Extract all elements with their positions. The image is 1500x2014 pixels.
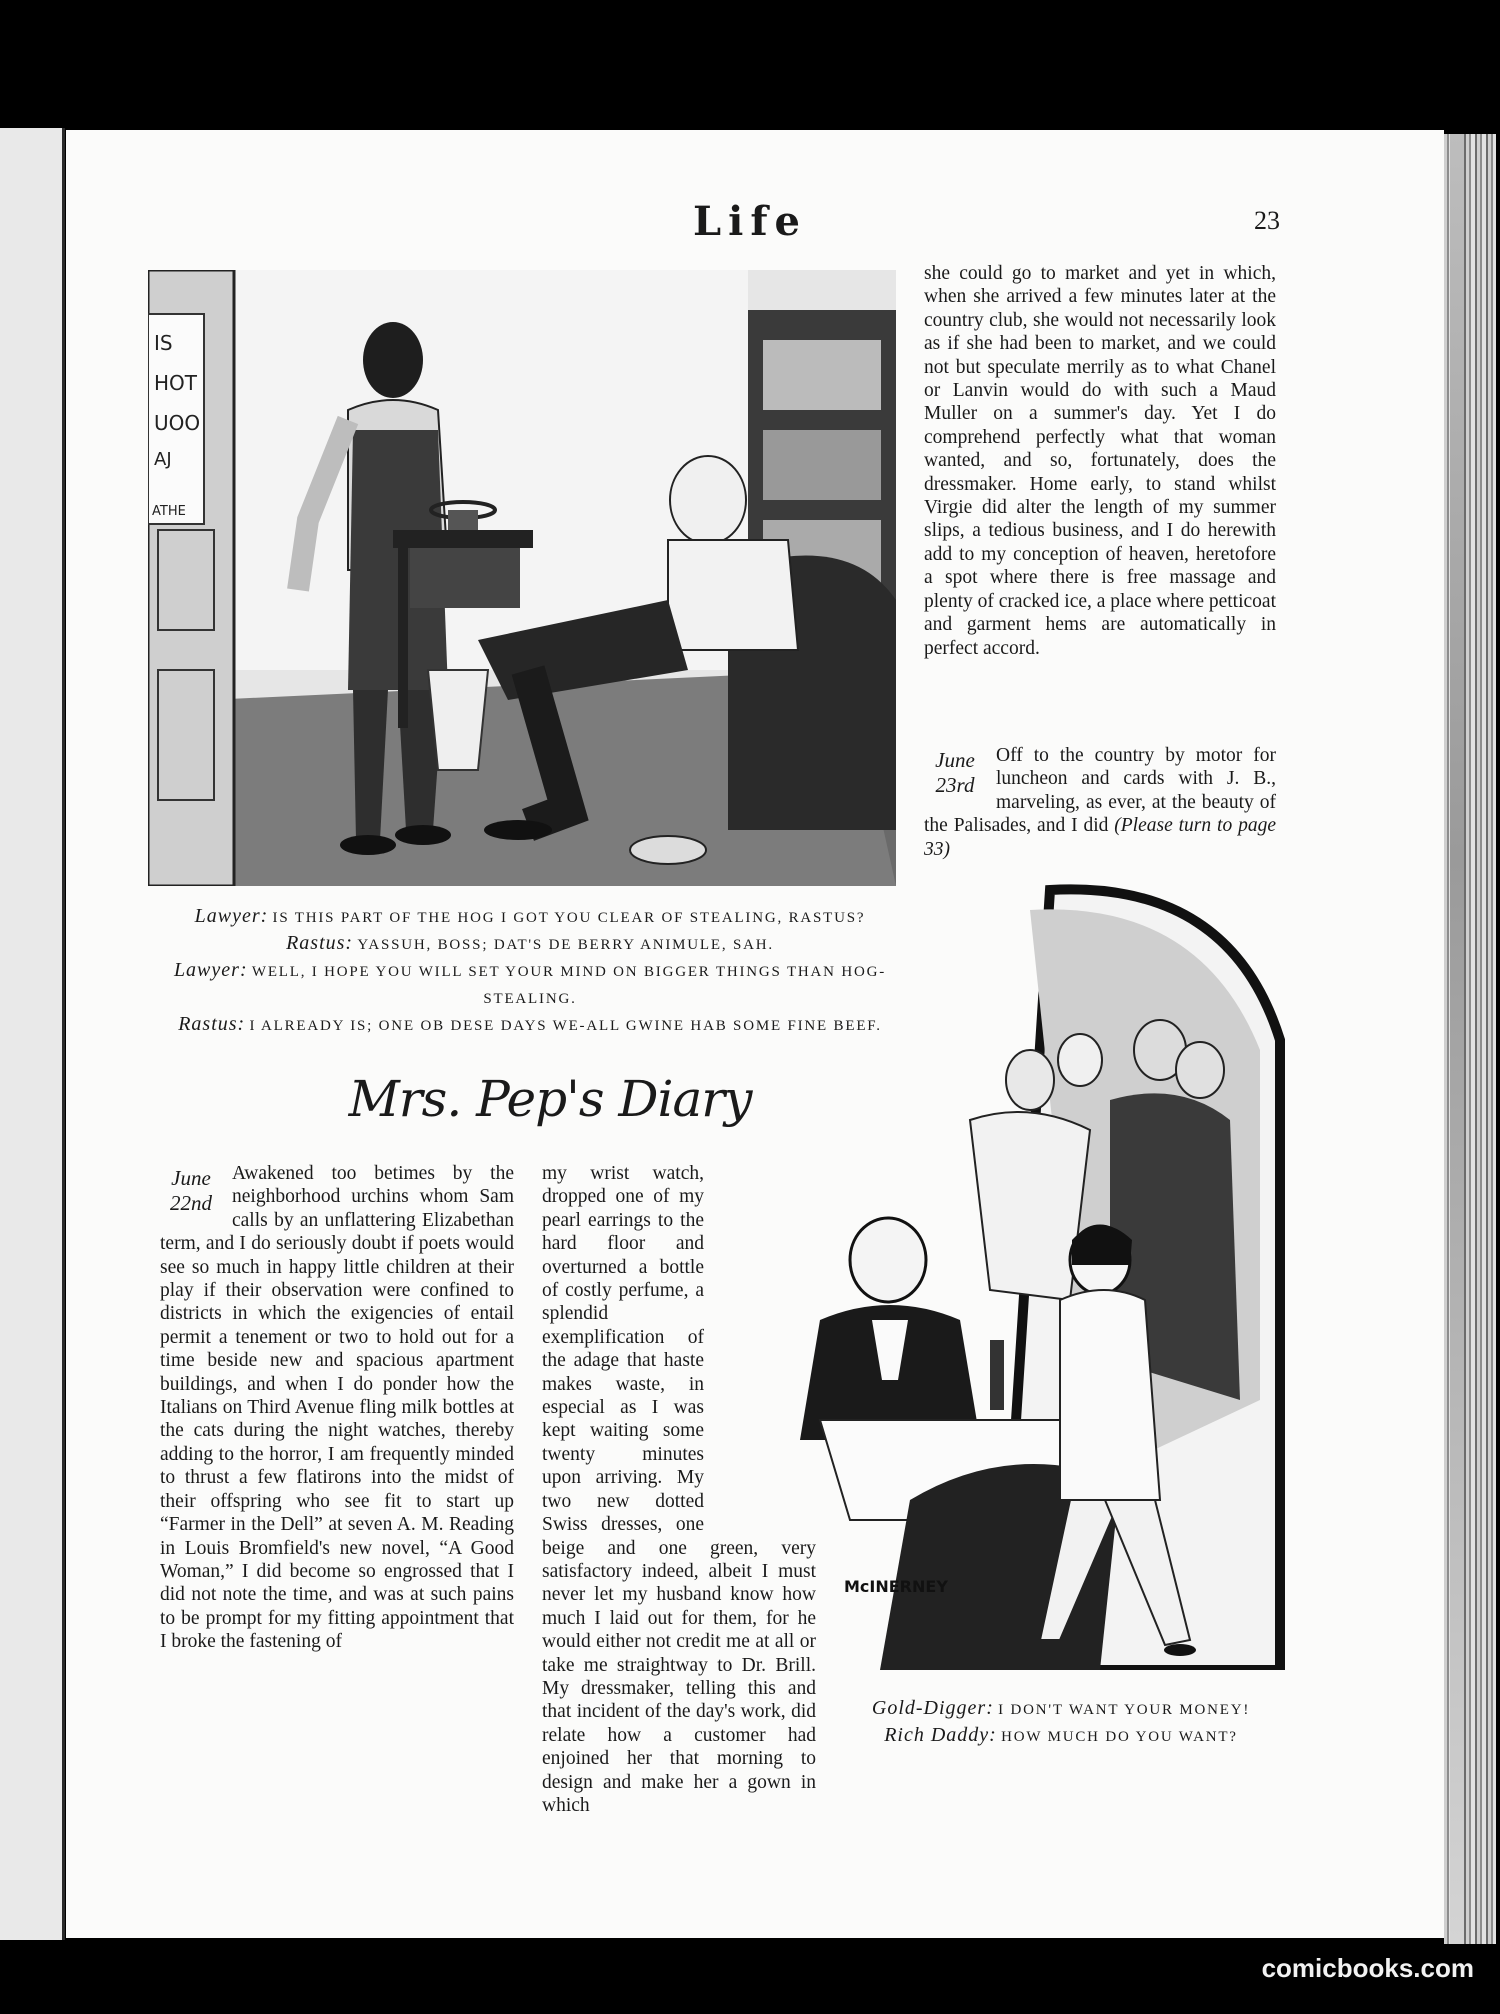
entry-date <box>160 1166 222 1216</box>
entry-date-month: June <box>171 1166 211 1190</box>
door-sign-line: IS <box>154 331 173 355</box>
caption-speech: I DON'T WANT YOUR MONEY! <box>998 1702 1251 1718</box>
caption-line <box>838 1723 1284 1750</box>
caption-speaker: Lawyer: <box>173 959 248 981</box>
door-sign-line: AJ <box>154 449 172 470</box>
turn-page-note: (Please turn to page 33) <box>924 815 1276 860</box>
caption-speech: I ALREADY IS; ONE OB DESE DAYS WE-ALL GWINE HAB SOME FINE BEEF. <box>249 1018 882 1034</box>
door-sign-line: ATHE <box>152 504 186 519</box>
caption-speech: HOW MUCH DO YOU WANT? <box>1001 1729 1238 1745</box>
site-watermark: comicbooks.com <box>1261 1953 1474 1983</box>
lawyer-cartoon-illustration <box>148 270 896 886</box>
entry-date-day: 22nd <box>170 1191 212 1215</box>
caption-speech: WELL, I HOPE YOU WILL SET YOUR MIND ON BIGGER THINGS THAN HOG-STEALING. <box>251 964 887 1007</box>
facing-page-edge <box>0 128 65 1940</box>
entry-date <box>924 748 986 798</box>
entry-date-month: June <box>935 748 975 772</box>
diary-entry-june23 <box>924 744 1276 861</box>
entry-date-day: 23rd <box>935 773 975 797</box>
caption-speech: IS THIS PART OF THE HOG I GOT YOU CLEAR OF STEALING, RASTUS? <box>272 910 866 926</box>
book-page-edges <box>1444 134 1496 1944</box>
diary-continued-column <box>924 262 1276 660</box>
artist-signature: McINERNEY <box>844 1577 948 1596</box>
caption-speaker: Rastus: <box>286 932 354 954</box>
gold-digger-cartoon-caption <box>838 1696 1284 1750</box>
caption-line <box>838 1696 1284 1723</box>
entry-text: my wrist watch, dropped one of my pearl earrings to the hard floor and overturned a bottle of costly perfume, a splendid exemplification of the adage that haste makes waste, in especial as I was kept waiting some twenty minutes upon arriving. My two new dotted Swiss dresses, one beige and one green, very satisfactory indeed, albeit I must never let my husband know how much I laid out for them, for he would either not credit me at all or take me straightway to Dr. Brill. My dressmaker, telling this and that incident of the day's work, did relate how a customer had enjoined her that morning to design and make her a gown in which <box>542 1163 816 1816</box>
door-sign-line: UOO <box>154 411 201 435</box>
entry-text: Awakened too betimes by the neighborhood urchins whom Sam calls by an unflattering Elizabethan term, and I do seriously doubt if poets would see so much in happy little children at their play if their observation were confined to districts in which the exigencies of entail permit a tenement or two to hold out for a time beside new and spacious apartment buildings, and when I do ponder how the Italians on Third Avenue fling milk bottles at the cats during the night watches, thereby adding to the horror, I am frequently minded to thrust a few flatirons into the midst of their offspring who see fit to start up “Farmer in the Dell” at seven A. M. Reading in Louis Bromfield's new novel, “A Good Woman,” I did become so engrossed that I did not note the time, and was at such pains to be prompt for my fitting appointment that I broke the fastening of <box>160 1163 514 1653</box>
diary-entry-june22-continued <box>542 1162 816 1817</box>
masthead: Life <box>693 198 807 245</box>
entry-text: Off to the country by motor for luncheon and cards with J. B., marveling, as ever, at the beauty of the Palisades, and I did <box>924 745 1276 837</box>
diary-entry-june22 <box>160 1162 514 1654</box>
caption-speaker: Gold-Digger: <box>871 1697 994 1719</box>
caption-speech: YASSUH, BOSS; DAT'S DE BERRY ANIMULE, SAH. <box>357 937 774 953</box>
door-sign-line: HOT <box>154 371 197 395</box>
illustration-wrap-space <box>704 1358 816 1526</box>
caption-speaker: Lawyer: <box>194 905 269 927</box>
diary-title: Mrs. Pep's Diary <box>348 1070 752 1128</box>
caption-speaker: Rastus: <box>178 1013 246 1035</box>
caption-speaker: Rich Daddy: <box>884 1724 997 1746</box>
page-number: 23 <box>1254 206 1280 235</box>
gold-digger-cartoon-illustration <box>760 880 1290 1670</box>
diary-continued-text: she could go to market and yet in which, when she arrived a few minutes later at the country club, she would not necessarily look as if she had been to market, and we could not but speculate merrily as to what Chanel or Lanvin would do with such a Maud Muller on a summer's day. Yet I do comprehend perfectly what that woman wanted, and so, fortunately, does the dressmaker. Home early, to stand whilst Virgie did alter the length of my summer slips, a tedious business, and I do herewith add to my conception of heaven, heretofore a spot where there is free massage and plenty of cracked ice, a place where petticoat and garment hems are automatically in perfect accord. <box>924 263 1276 659</box>
